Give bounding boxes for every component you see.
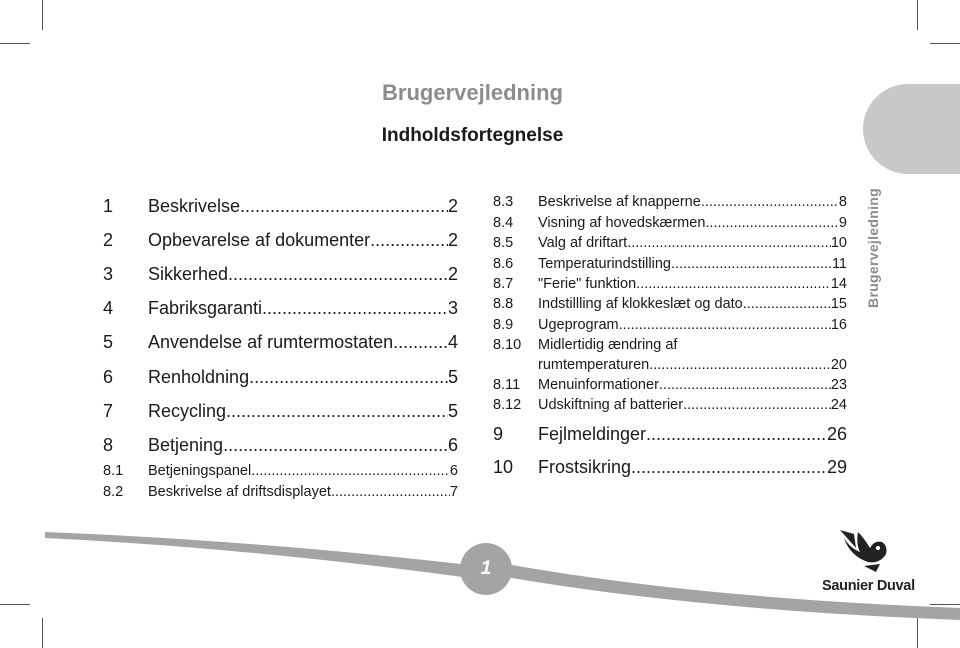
toc-page: 29 bbox=[826, 457, 847, 477]
saunier-duval-bird-icon bbox=[834, 526, 894, 576]
crop-mark bbox=[0, 43, 30, 44]
toc-number: 9 bbox=[493, 424, 504, 444]
toc-leader bbox=[627, 235, 831, 251]
toc-leader bbox=[262, 298, 448, 319]
toc-leader bbox=[223, 435, 448, 456]
toc-entry[interactable] bbox=[103, 484, 458, 500]
toc-entry[interactable] bbox=[538, 357, 847, 373]
toc-leader bbox=[631, 457, 827, 478]
toc-entry[interactable] bbox=[103, 332, 458, 353]
toc-page: 6 bbox=[449, 463, 458, 479]
toc-entry[interactable] bbox=[103, 367, 458, 388]
toc-page: 9 bbox=[838, 215, 847, 231]
toc-label: Betjening bbox=[148, 435, 224, 455]
toc-label: Fabriksgaranti bbox=[148, 298, 263, 318]
toc-entry-heading[interactable] bbox=[493, 337, 847, 353]
toc-page: 26 bbox=[826, 424, 847, 444]
toc-entry[interactable] bbox=[493, 317, 847, 333]
toc-page: 24 bbox=[830, 397, 847, 413]
toc-leader bbox=[226, 401, 448, 422]
toc-page: 6 bbox=[447, 435, 458, 455]
toc-page: 3 bbox=[447, 298, 458, 318]
crop-mark bbox=[930, 43, 960, 44]
toc-leader bbox=[636, 276, 831, 292]
toc-entry[interactable] bbox=[103, 230, 458, 251]
toc-number: 8.2 bbox=[103, 484, 124, 500]
toc-number: 2 bbox=[103, 230, 114, 250]
toc-leader bbox=[228, 264, 448, 285]
toc-leader bbox=[701, 194, 839, 210]
page-title: Brugervejledning bbox=[382, 80, 563, 105]
toc-number: 3 bbox=[103, 264, 114, 284]
toc-leader bbox=[705, 215, 839, 231]
toc-entry[interactable] bbox=[493, 397, 847, 413]
toc-page: 10 bbox=[830, 235, 847, 251]
toc-entry[interactable] bbox=[493, 457, 847, 478]
toc-entry[interactable] bbox=[493, 194, 847, 210]
toc-leader bbox=[370, 230, 448, 251]
toc-page: 7 bbox=[449, 484, 458, 500]
toc-label: Beskrivelse af driftsdisplayet bbox=[148, 484, 331, 500]
toc-label: Fejlmeldinger bbox=[538, 424, 647, 444]
toc-entry[interactable] bbox=[103, 463, 458, 479]
toc-number: 8 bbox=[103, 435, 114, 455]
toc-number: 8.1 bbox=[103, 463, 124, 479]
toc-leader bbox=[251, 463, 450, 479]
toc-page: 15 bbox=[830, 296, 847, 312]
toc-leader bbox=[393, 332, 448, 353]
toc-number: 8.8 bbox=[493, 296, 514, 312]
toc-number: 8.10 bbox=[493, 337, 522, 353]
toc-label: Renholdning bbox=[148, 367, 250, 387]
toc-entry[interactable] bbox=[103, 435, 458, 456]
toc-entry[interactable] bbox=[103, 401, 458, 422]
toc-label: Frostsikring bbox=[538, 457, 632, 477]
toc-page: 4 bbox=[447, 332, 458, 352]
toc-number: 8.9 bbox=[493, 317, 514, 333]
toc-entry[interactable] bbox=[493, 235, 847, 251]
toc-page: 14 bbox=[830, 276, 847, 292]
side-label: Brugervejledning bbox=[865, 188, 881, 308]
toc-number: 8.12 bbox=[493, 397, 522, 413]
toc-entry[interactable] bbox=[493, 276, 847, 292]
toc-label: Beskrivelse bbox=[148, 196, 241, 216]
toc-number: 1 bbox=[103, 196, 114, 216]
crop-mark bbox=[42, 0, 43, 30]
toc-number: 10 bbox=[493, 457, 514, 477]
toc-number: 7 bbox=[103, 401, 114, 421]
toc-label: Opbevarelse af dokumenter bbox=[148, 230, 371, 250]
toc-number: 8.3 bbox=[493, 194, 514, 210]
toc-number: 8.7 bbox=[493, 276, 514, 292]
toc-leader bbox=[659, 377, 831, 393]
toc-leader bbox=[649, 357, 831, 373]
toc-page: 5 bbox=[447, 401, 458, 421]
toc-entry[interactable] bbox=[493, 377, 847, 393]
page-number-badge: 1 bbox=[460, 543, 512, 595]
toc-page: 2 bbox=[447, 264, 458, 284]
toc-leader bbox=[683, 397, 831, 413]
toc-leader bbox=[671, 256, 832, 272]
toc-label: Menuinformationer bbox=[538, 377, 659, 393]
toc-number: 4 bbox=[103, 298, 114, 318]
toc-entry[interactable] bbox=[493, 215, 847, 231]
toc-page: 8 bbox=[838, 194, 847, 210]
toc-number: 5 bbox=[103, 332, 114, 352]
toc-label: Temperaturindstilling bbox=[538, 256, 671, 272]
toc-entry[interactable] bbox=[103, 298, 458, 319]
toc-page: 11 bbox=[831, 256, 847, 272]
toc-leader bbox=[646, 424, 827, 445]
toc-label-continued: rumtemperaturen bbox=[538, 357, 650, 373]
toc-leader bbox=[743, 296, 831, 312]
toc-leader bbox=[619, 317, 831, 333]
toc-label: Betjeningspanel bbox=[148, 463, 252, 479]
toc-leader bbox=[331, 484, 450, 500]
crop-mark bbox=[917, 618, 918, 648]
toc-label: Indstillling af klokkeslæt og dato bbox=[538, 296, 743, 312]
brand-name: Saunier Duval bbox=[822, 578, 915, 594]
toc-page: 2 bbox=[447, 230, 458, 250]
toc-label: Beskrivelse af knapperne bbox=[538, 194, 701, 210]
toc-number: 8.4 bbox=[493, 215, 514, 231]
toc-number: 8.6 bbox=[493, 256, 514, 272]
toc-number: 8.11 bbox=[493, 377, 521, 393]
toc-label: Anvendelse af rumtermostaten bbox=[148, 332, 394, 352]
toc-page: 16 bbox=[830, 317, 847, 333]
toc-leader bbox=[240, 196, 448, 217]
toc-entry[interactable] bbox=[493, 256, 847, 272]
toc-label: Ugeprogram bbox=[538, 317, 619, 333]
toc-number: 8.5 bbox=[493, 235, 514, 251]
toc-page: 20 bbox=[830, 357, 847, 373]
toc-label: Sikkerhed bbox=[148, 264, 229, 284]
toc-entry[interactable] bbox=[493, 424, 847, 445]
page-subtitle: Indholdsfortegnelse bbox=[381, 125, 564, 146]
toc-label: Valg af driftart bbox=[538, 235, 628, 251]
toc-label: Visning af hovedskærmen bbox=[538, 215, 706, 231]
toc-label: Midlertidig ændring af bbox=[538, 337, 678, 353]
toc-page: 2 bbox=[447, 196, 458, 216]
toc-entry[interactable] bbox=[493, 296, 847, 312]
toc-entry[interactable] bbox=[103, 196, 458, 217]
crop-mark bbox=[917, 0, 918, 30]
toc-entry[interactable] bbox=[103, 264, 458, 285]
toc-page: 5 bbox=[447, 367, 458, 387]
toc-page: 23 bbox=[830, 377, 847, 393]
toc-number: 6 bbox=[103, 367, 114, 387]
toc-leader bbox=[249, 367, 448, 388]
toc-label: Udskiftning af batterier bbox=[538, 397, 684, 413]
toc-label: "Ferie" funktion bbox=[538, 276, 637, 292]
crop-mark bbox=[42, 618, 43, 648]
toc-label: Recycling bbox=[148, 401, 227, 421]
